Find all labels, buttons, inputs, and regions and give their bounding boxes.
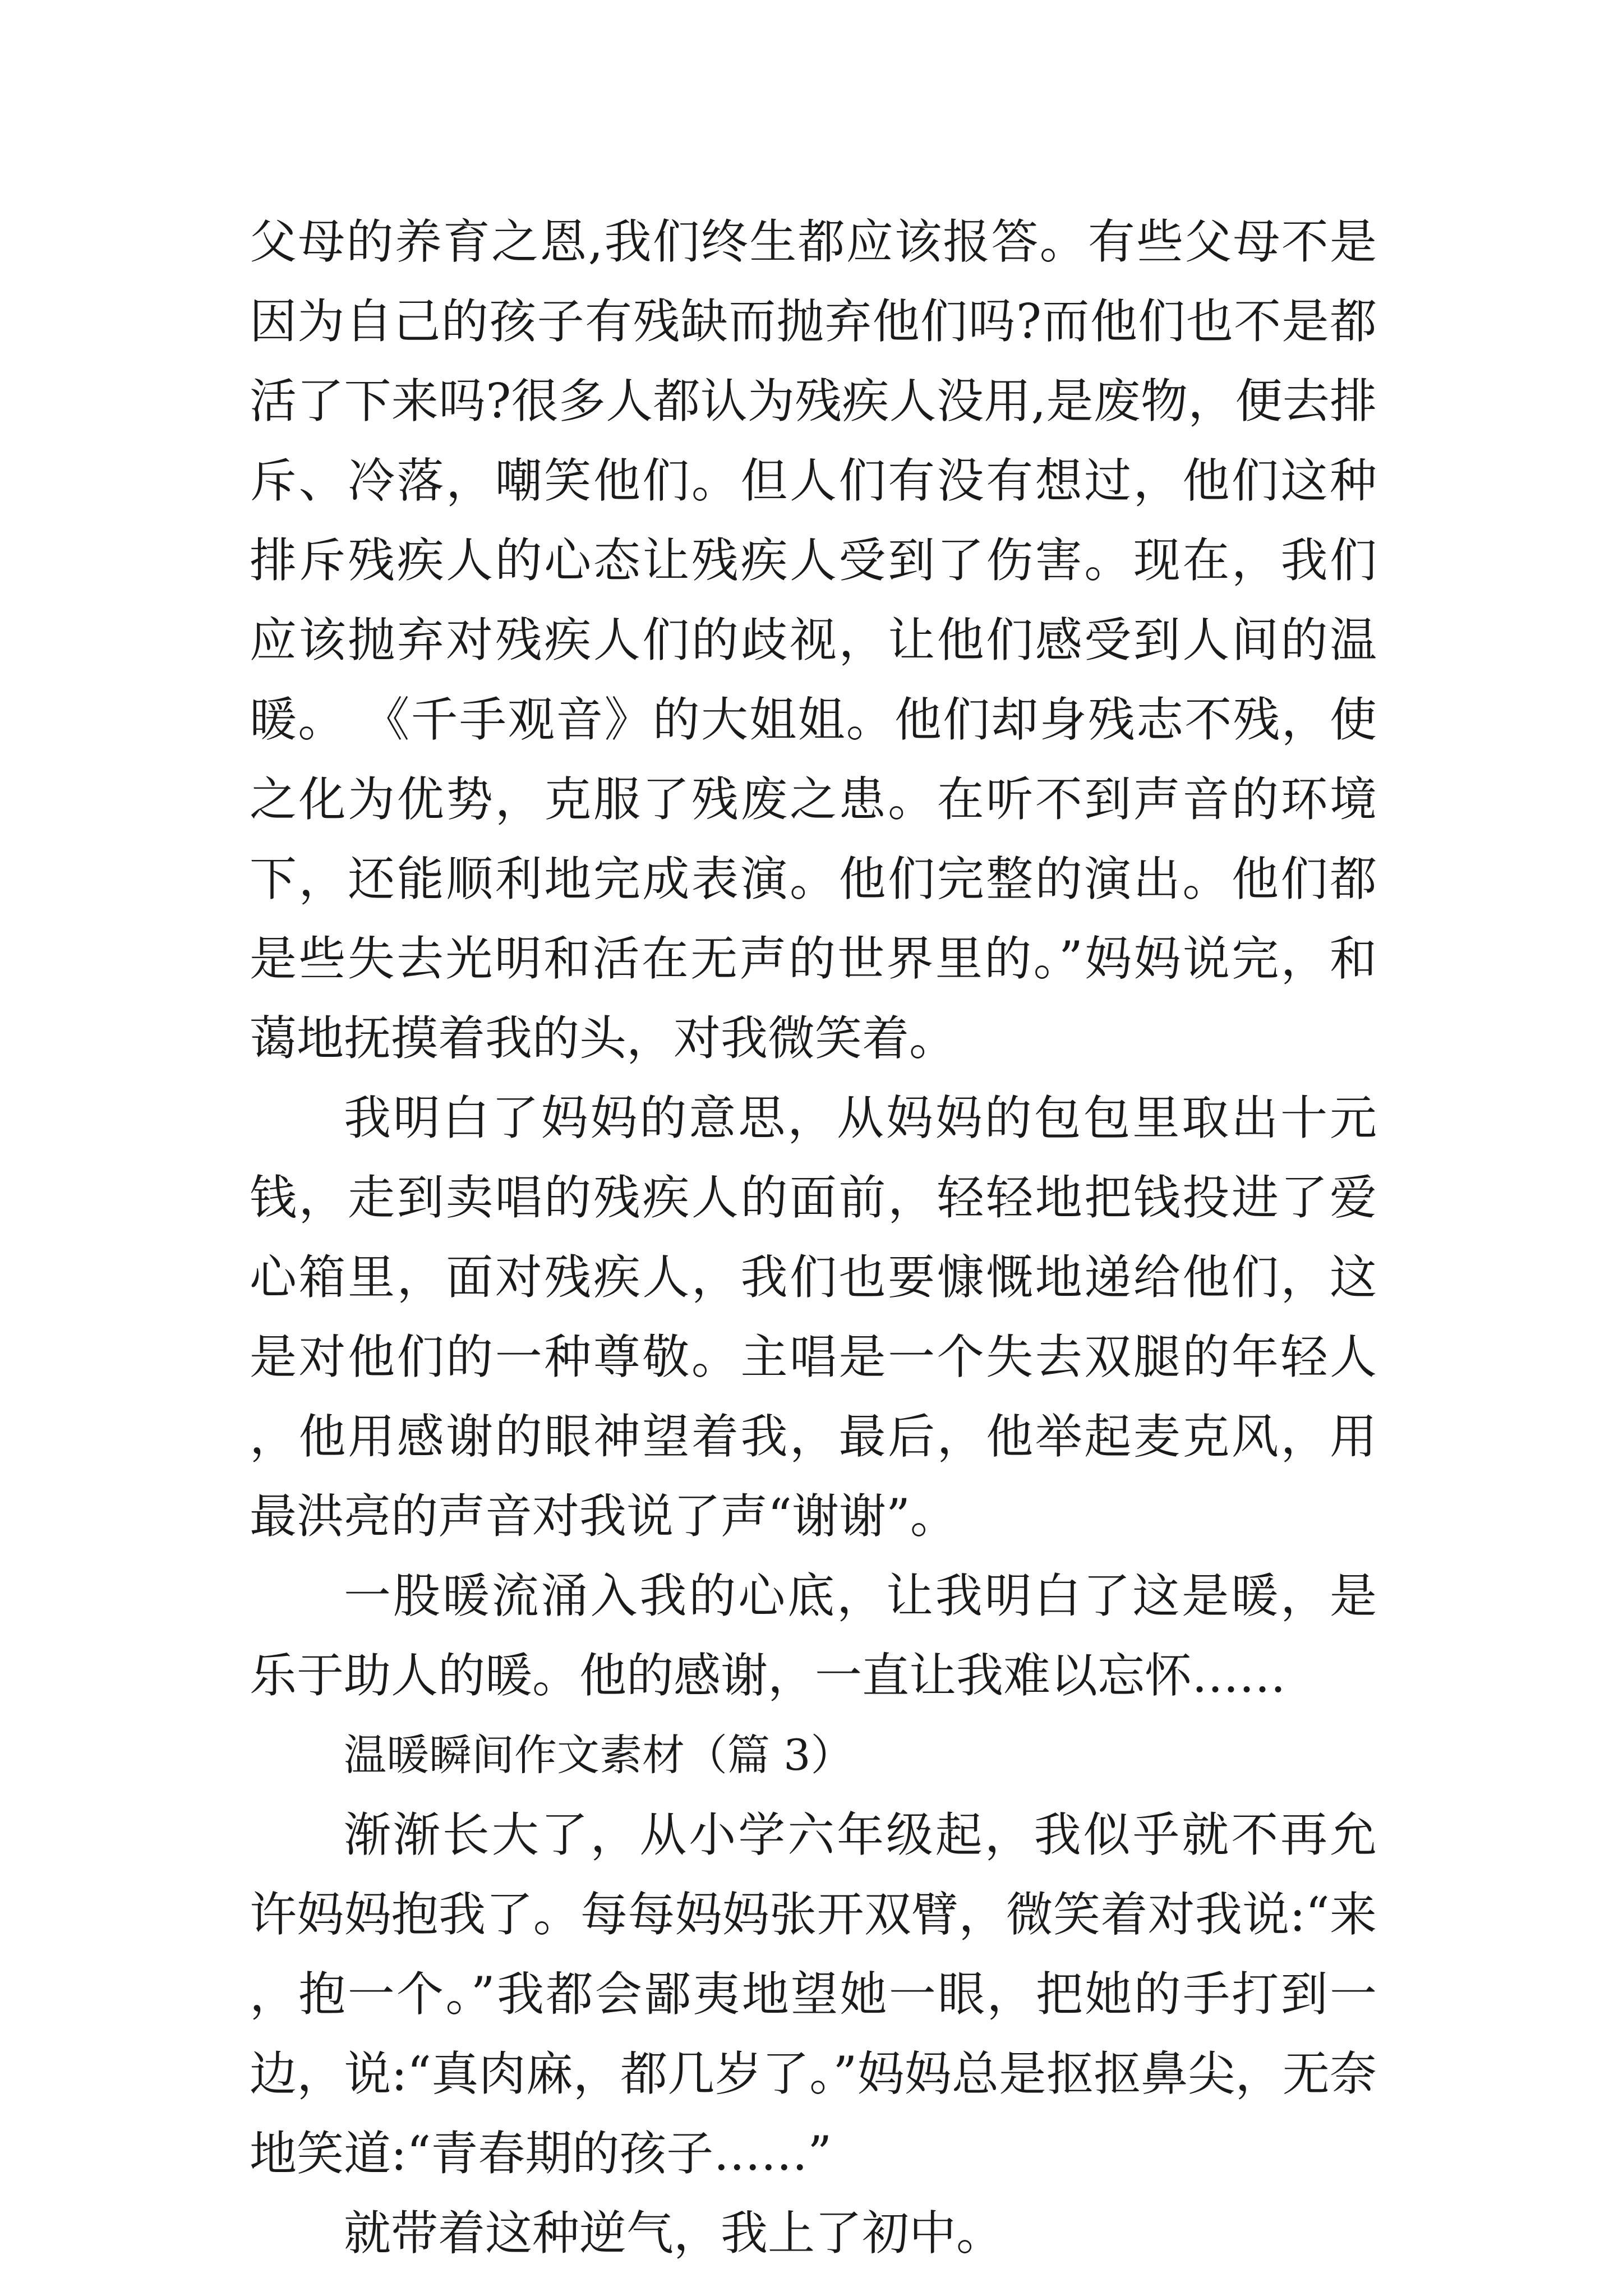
paragraph-5: 就带着这种逆气，我上了初中。: [344, 2206, 1004, 2261]
paragraph-3: 一股暖流涌入我的心底，让我明白了这是暖，是乐于助人的暖。他的感谢，一直让我难以忘怀……: [250, 1568, 1377, 1703]
paragraph-1: 父母的养育之恩,我们终生都应该报答。有些父母不是因为自己的孩子有残缺而抛弃他们吗?而他们也不是都活了下来吗?很多人都认为残疾人没用,是废物，便去排斥、冷落，嘲笑他们。但人们有没有想过，他们这种排斥残疾人的心态让残疾人受到了伤害。现在，我们应该抛弃对残疾人们的歧视，让他们感受到人间的温暖。 《千手观音》的大姐姐。他们却身残志不残，使之化为优势，克服了残废之患。在听不到声音的环境下，还能顺利地完成表演。他们完整的演出。他们都是些失去光明和活在无声的世界里的。”妈妈说完，和蔼地抚摸着我的头，对我微笑着。: [250, 214, 1377, 1066]
paragraph-2: 我明白了妈妈的意思，从妈妈的包包里取出十元钱，走到卖唱的残疾人的面前，轻轻地把钱投进了爱心箱里，面对残疾人，我们也要慷慨地递给他们，这是对他们的一种尊敬。主唱是一个失去双腿的年轻人，他用感谢的眼神望着我，最后，他举起麦克风，用最洪亮的声音对我说了声“谢谢”。: [250, 1091, 1377, 1544]
section-heading: 温暖瞬间作文素材（篇 3）: [344, 1730, 854, 1780]
paragraph-4: 渐渐长大了，从小学六年级起，我似乎就不再允许妈妈抱我了。每每妈妈张开双臂，微笑着对我说:“来，抱一个。”我都会鄙夷地望她一眼，把她的手打到一边，说:“真肉麻，都几岁了。”妈妈总是抠抠鼻尖，无奈地笑道:“青春期的孩子……”: [250, 1807, 1377, 2181]
document-body: [250, 202, 1377, 2273]
